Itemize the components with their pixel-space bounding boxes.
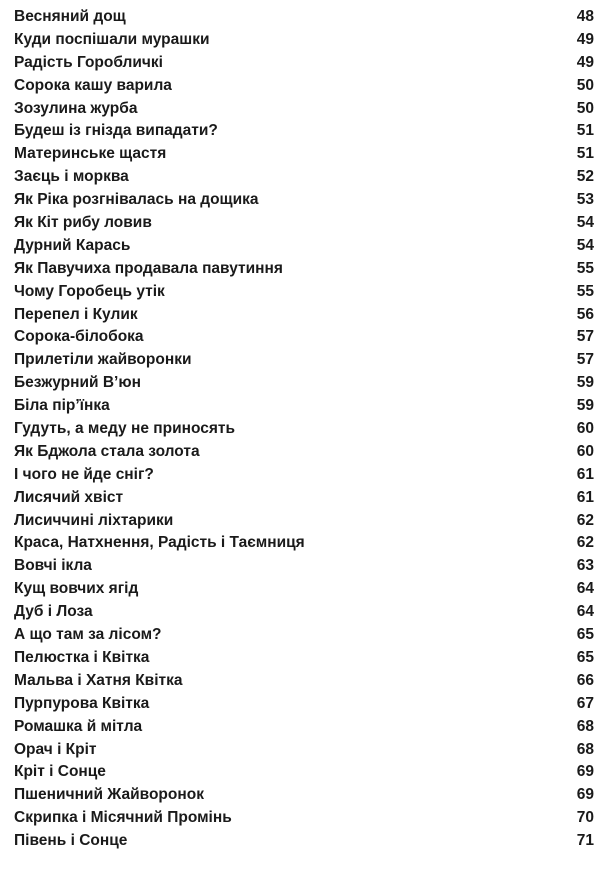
toc-entry-title: Як Бджола стала золота (14, 442, 200, 460)
toc-entry (14, 624, 594, 647)
toc-entry-title: Сорока кашу варила (14, 76, 172, 94)
toc-entry-page: 64 (576, 603, 594, 621)
toc-entry-page: 68 (576, 717, 594, 735)
table-of-contents (14, 6, 594, 853)
toc-entry-title: Ромашка й мітла (14, 717, 143, 735)
toc-entry-title: Весняний дощ (14, 8, 126, 25)
toc-entry (14, 830, 594, 853)
toc-entry (14, 372, 594, 395)
toc-entry-page: 69 (576, 763, 594, 781)
toc-entry-page: 53 (576, 191, 594, 209)
toc-entry-title: Як Кіт рибу ловив (14, 214, 152, 232)
toc-entry-title: Пшеничний Жайворонок (14, 786, 204, 804)
toc-entry (14, 464, 594, 487)
toc-entry-page: 51 (576, 122, 594, 140)
toc-entry (14, 349, 594, 372)
toc-entry-title: Краса, Натхнення, Радість і Таємниця (14, 534, 305, 552)
toc-entry-page: 62 (576, 534, 594, 552)
toc-entry (14, 75, 594, 98)
toc-entry-page: 49 (576, 53, 594, 71)
toc-entry-page: 56 (576, 305, 594, 323)
toc-entry-page: 63 (576, 557, 594, 575)
toc-entry-page: 59 (576, 397, 594, 415)
toc-entry-page: 51 (576, 145, 594, 163)
toc-entry-title: Пелюстка і Квітка (14, 648, 150, 666)
toc-entry (14, 532, 594, 555)
toc-entry-page: 55 (576, 282, 594, 300)
toc-entry-title: Куди поспішали мурашки (14, 30, 210, 48)
toc-entry (14, 739, 594, 762)
toc-entry-title: Орач і Кріт (14, 740, 97, 758)
toc-entry-page: 60 (576, 420, 594, 438)
toc-entry (14, 143, 594, 166)
toc-entry-page: 62 (576, 511, 594, 529)
toc-entry-page: 54 (576, 214, 594, 232)
toc-entry-title: Як Павучиха продавала павутиння (14, 259, 283, 277)
toc-entry-page: 49 (576, 30, 594, 48)
toc-entry (14, 212, 594, 235)
toc-entry-page: 57 (576, 328, 594, 346)
toc-entry-page: 70 (576, 809, 594, 827)
toc-entry (14, 693, 594, 716)
toc-entry (14, 304, 594, 327)
toc-entry (14, 441, 594, 464)
toc-entry-page: 66 (576, 671, 594, 689)
toc-entry-title: Заєць і морква (14, 168, 129, 186)
toc-entry-title: Кущ вовчих ягід (14, 580, 139, 598)
toc-entry-title: Півень і Сонце (14, 832, 128, 850)
toc-entry-title: А що там за лісом? (14, 626, 162, 644)
toc-list (14, 6, 594, 853)
toc-entry-page: 64 (576, 580, 594, 598)
toc-entry (14, 784, 594, 807)
toc-entry-title: Сорока-білобока (14, 328, 144, 346)
toc-entry-page: 55 (576, 259, 594, 277)
toc-entry (14, 601, 594, 624)
toc-entry (14, 647, 594, 670)
toc-entry (14, 418, 594, 441)
toc-entry-page: 50 (576, 99, 594, 117)
toc-entry (14, 281, 594, 304)
toc-entry (14, 510, 594, 533)
toc-entry-page: 71 (576, 832, 594, 850)
toc-entry (14, 98, 594, 121)
toc-entry-title: Мальва і Хатня Квітка (14, 671, 183, 689)
toc-entry (14, 761, 594, 784)
toc-entry-title: Кріт і Сонце (14, 763, 106, 781)
toc-entry-title: Лисячий хвіст (14, 488, 124, 506)
toc-entry (14, 487, 594, 510)
toc-entry (14, 670, 594, 693)
toc-entry-title: Як Ріка розгнівалась на дощика (14, 191, 259, 209)
toc-entry-page: 57 (576, 351, 594, 369)
toc-entry-title: Зозулина журба (14, 99, 138, 117)
toc-entry-page: 60 (576, 442, 594, 460)
toc-entry-title: Перепел і Кулик (14, 305, 138, 323)
toc-entry (14, 29, 594, 52)
toc-entry-title: Безжурний В’юн (14, 374, 141, 392)
toc-entry-title: Лисиччині ліхтарики (14, 511, 174, 529)
toc-entry-title: Вовчі ікла (14, 557, 92, 575)
toc-entry (14, 166, 594, 189)
toc-entry-page: 50 (576, 76, 594, 94)
toc-entry-title: Материнське щастя (14, 145, 167, 163)
toc-entry-page: 67 (576, 694, 594, 712)
toc-entry-title: Пурпурова Квітка (14, 694, 150, 712)
toc-entry-page: 54 (576, 236, 594, 254)
toc-entry-page: 69 (576, 786, 594, 804)
toc-entry-title: Скрипка і Місячний Промінь (14, 809, 232, 827)
toc-entry (14, 258, 594, 281)
toc-entry (14, 6, 594, 29)
toc-entry (14, 326, 594, 349)
toc-entry (14, 807, 594, 830)
toc-entry (14, 52, 594, 75)
toc-entry-title: Дурний Карась (14, 236, 131, 254)
toc-entry-title: Прилетіли жайворонки (14, 351, 192, 369)
toc-entry (14, 578, 594, 601)
toc-entry-page: 65 (576, 648, 594, 666)
toc-entry (14, 555, 594, 578)
toc-entry-page: 65 (576, 626, 594, 644)
toc-entry (14, 235, 594, 258)
toc-entry-page: 48 (576, 8, 594, 25)
toc-entry-page: 52 (576, 168, 594, 186)
toc-entry-title: Гудуть, а меду не приносять (14, 420, 236, 438)
toc-entry-title: Будеш із гнізда випадати? (14, 122, 218, 140)
toc-entry-page: 61 (576, 488, 594, 506)
toc-entry-title: Дуб і Лоза (14, 603, 93, 621)
toc-entry (14, 716, 594, 739)
toc-entry-title: І чого не йде сніг? (14, 465, 154, 483)
toc-entry-page: 68 (576, 740, 594, 758)
toc-entry-title: Радість Горобличкі (14, 53, 163, 71)
toc-entry (14, 395, 594, 418)
toc-entry-page: 61 (576, 465, 594, 483)
toc-entry (14, 189, 594, 212)
toc-entry-title: Чому Горобець утік (14, 282, 165, 300)
toc-entry-title: Біла пір’їнка (14, 397, 110, 415)
toc-entry-page: 59 (576, 374, 594, 392)
toc-entry (14, 120, 594, 143)
